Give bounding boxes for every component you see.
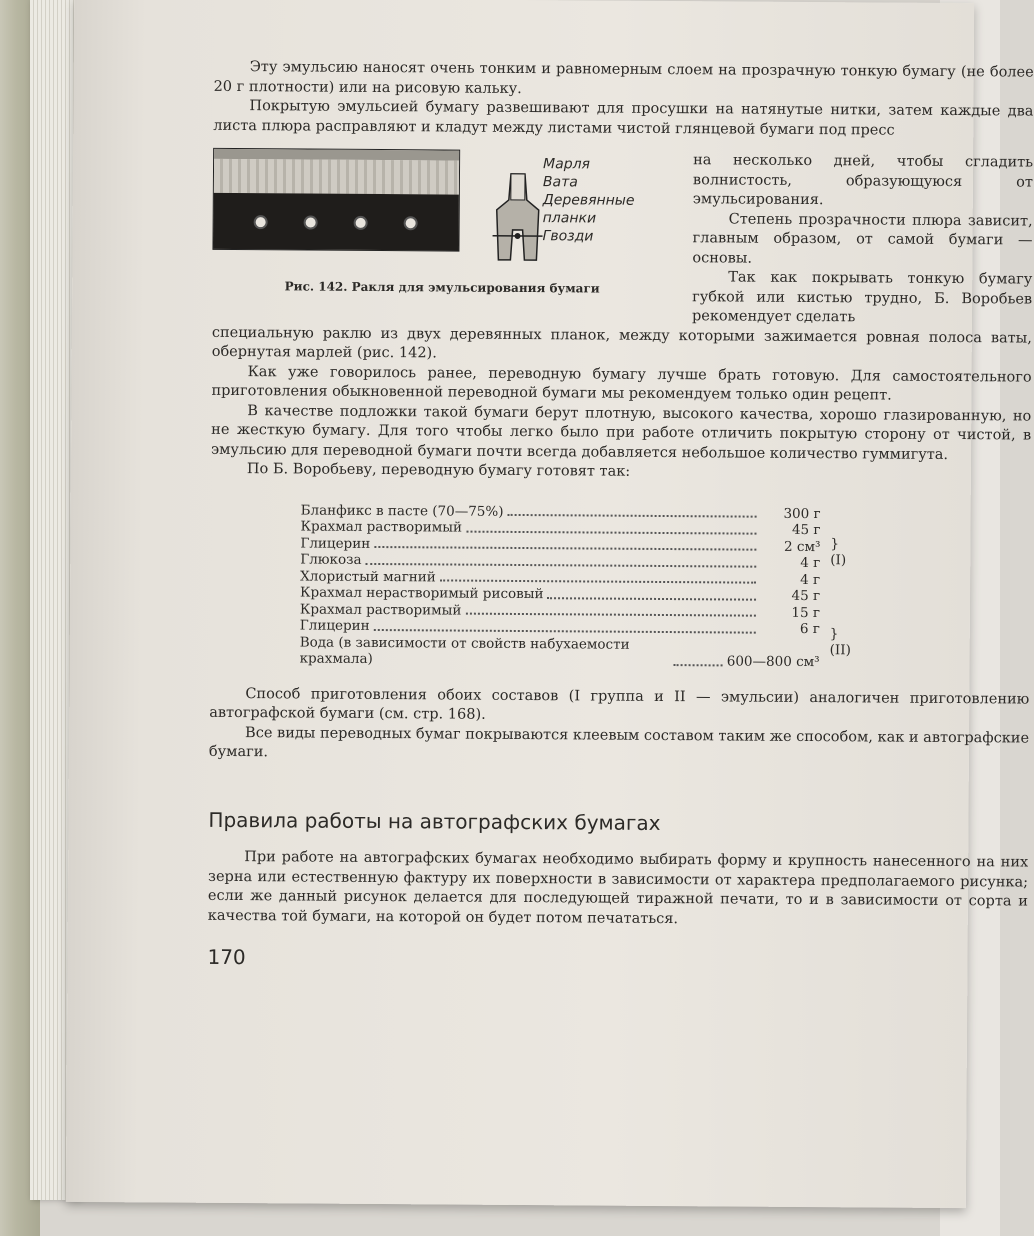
label-gauze: Марля	[543, 156, 591, 173]
paragraph: Степень прозрачности плюра зависит, главным образом, от самой бумаги — основы.	[692, 210, 1033, 267]
recipe-item: Крахмал нерастворимый рисовый 45 г	[300, 584, 821, 605]
figure-side-text	[672, 151, 1033, 329]
figure-row	[212, 148, 1033, 329]
paragraph: При работе на автографских бумагах необходимо выбирать форму и крупность нанесенного на них зерна или естественную фактуру их поверхности в зависимости от характера предполагаемого рисунка; если же данный рисунок делается для последующей тиражной печати, то и в зависимости от сорта и качества той бумаги, на которой он будет потом печататься.	[207, 849, 1029, 927]
recipe-item: Глицерин 2 см³	[300, 534, 821, 555]
recipe-item: Крахмал растворимый 15 г	[299, 600, 820, 621]
nail-icon	[404, 216, 418, 230]
paragraph: специальную раклю из двух деревянных планок, между которыми зажимается ровная полоса ваты, обернутая марлей (рис. 142).	[211, 324, 1032, 362]
paragraph: Так как покрывать тонкую бумагу губкой или кистью трудно, Б. Воробьев рекомендует сделать	[691, 269, 1033, 326]
paragraph: Все виды переводных бумаг покрываются клеевым составом таким же способом, как и автографские бумаги.	[208, 724, 1030, 761]
page-content	[207, 58, 1033, 973]
squeegee-section-image	[212, 148, 460, 252]
recipe-item: Бланфикс в пасте (70—75%) 300 г	[300, 501, 821, 522]
label-planks: Деревянные планки	[542, 192, 635, 227]
figure-142	[212, 148, 673, 327]
group-marker-2: } (II)	[829, 625, 851, 659]
label-cotton: Вата	[542, 174, 578, 191]
paragraph: Как уже говорилось ранее, переводную бумагу лучше брать готовую. Для самостоятельного приготовления обыкновенной переводной бумаги мы рекомендуем только один рецепт.	[211, 363, 1032, 404]
section-heading: Правила работы на автографских бумагах	[208, 807, 661, 835]
paragraph: По Б. Воробьеву, переводную бумагу готовят так:	[246, 461, 631, 480]
recipe-list	[299, 501, 851, 671]
recipe-item: Крахмал растворимый 45 г	[300, 518, 821, 539]
squeegee-profile-drawing	[492, 170, 543, 265]
paragraph: Эту эмульсию наносят очень тонким и равномерным слоем на прозрачную тонкую бумагу (не более 20 г плотности) или на рисовую кальку.	[213, 59, 1034, 97]
group-marker-1: } (I)	[830, 535, 847, 569]
recipe-item: Глюкоза 4 г	[300, 551, 821, 572]
recipe-item: Хлористый магний 4 г	[300, 567, 821, 588]
paragraph: на несколько дней, чтобы сгладить волнистость, образующуюся от эмульсирования.	[692, 152, 1034, 209]
figure-illustration	[212, 148, 673, 276]
book-page	[66, 0, 1034, 1208]
figure-caption: Рис. 142. Ракля для эмульсирования бумаги	[284, 279, 600, 296]
page-number: 170	[207, 944, 246, 970]
paragraph: Покрытую эмульсией бумагу развешивают для просушки на натянутые нитки, затем каждые два листа плюра расправляют и кладут между листами чистой глянцевой бумаги под пресс	[213, 98, 1034, 139]
recipe-item: Вода (в зависимости от свойств набухаемости крахмала) 600—800 см³	[299, 633, 820, 671]
nail-icon	[354, 216, 368, 230]
paragraph: В качестве подложки такой бумаги берут плотную, высокого качества, хорошо глазированную, но не жесткую бумагу. Для того чтобы легко было при работе отличить покрытую сторону от чистой, в эмульсию для переводной бумаги почти всегда добавляется небольшое количество гуммигута.	[211, 402, 1032, 463]
label-nails: Гвозди	[542, 228, 594, 245]
figure-labels	[542, 155, 673, 246]
nail-icon	[254, 215, 268, 229]
nail-icon	[304, 215, 318, 229]
paragraph: Способ приготовления обоих составов (I группа и II — эмульсии) аналогичен приготовлению автографской бумаги (см. стр. 168).	[209, 685, 1030, 723]
recipe-item: Глицерин 6 г	[299, 617, 820, 638]
